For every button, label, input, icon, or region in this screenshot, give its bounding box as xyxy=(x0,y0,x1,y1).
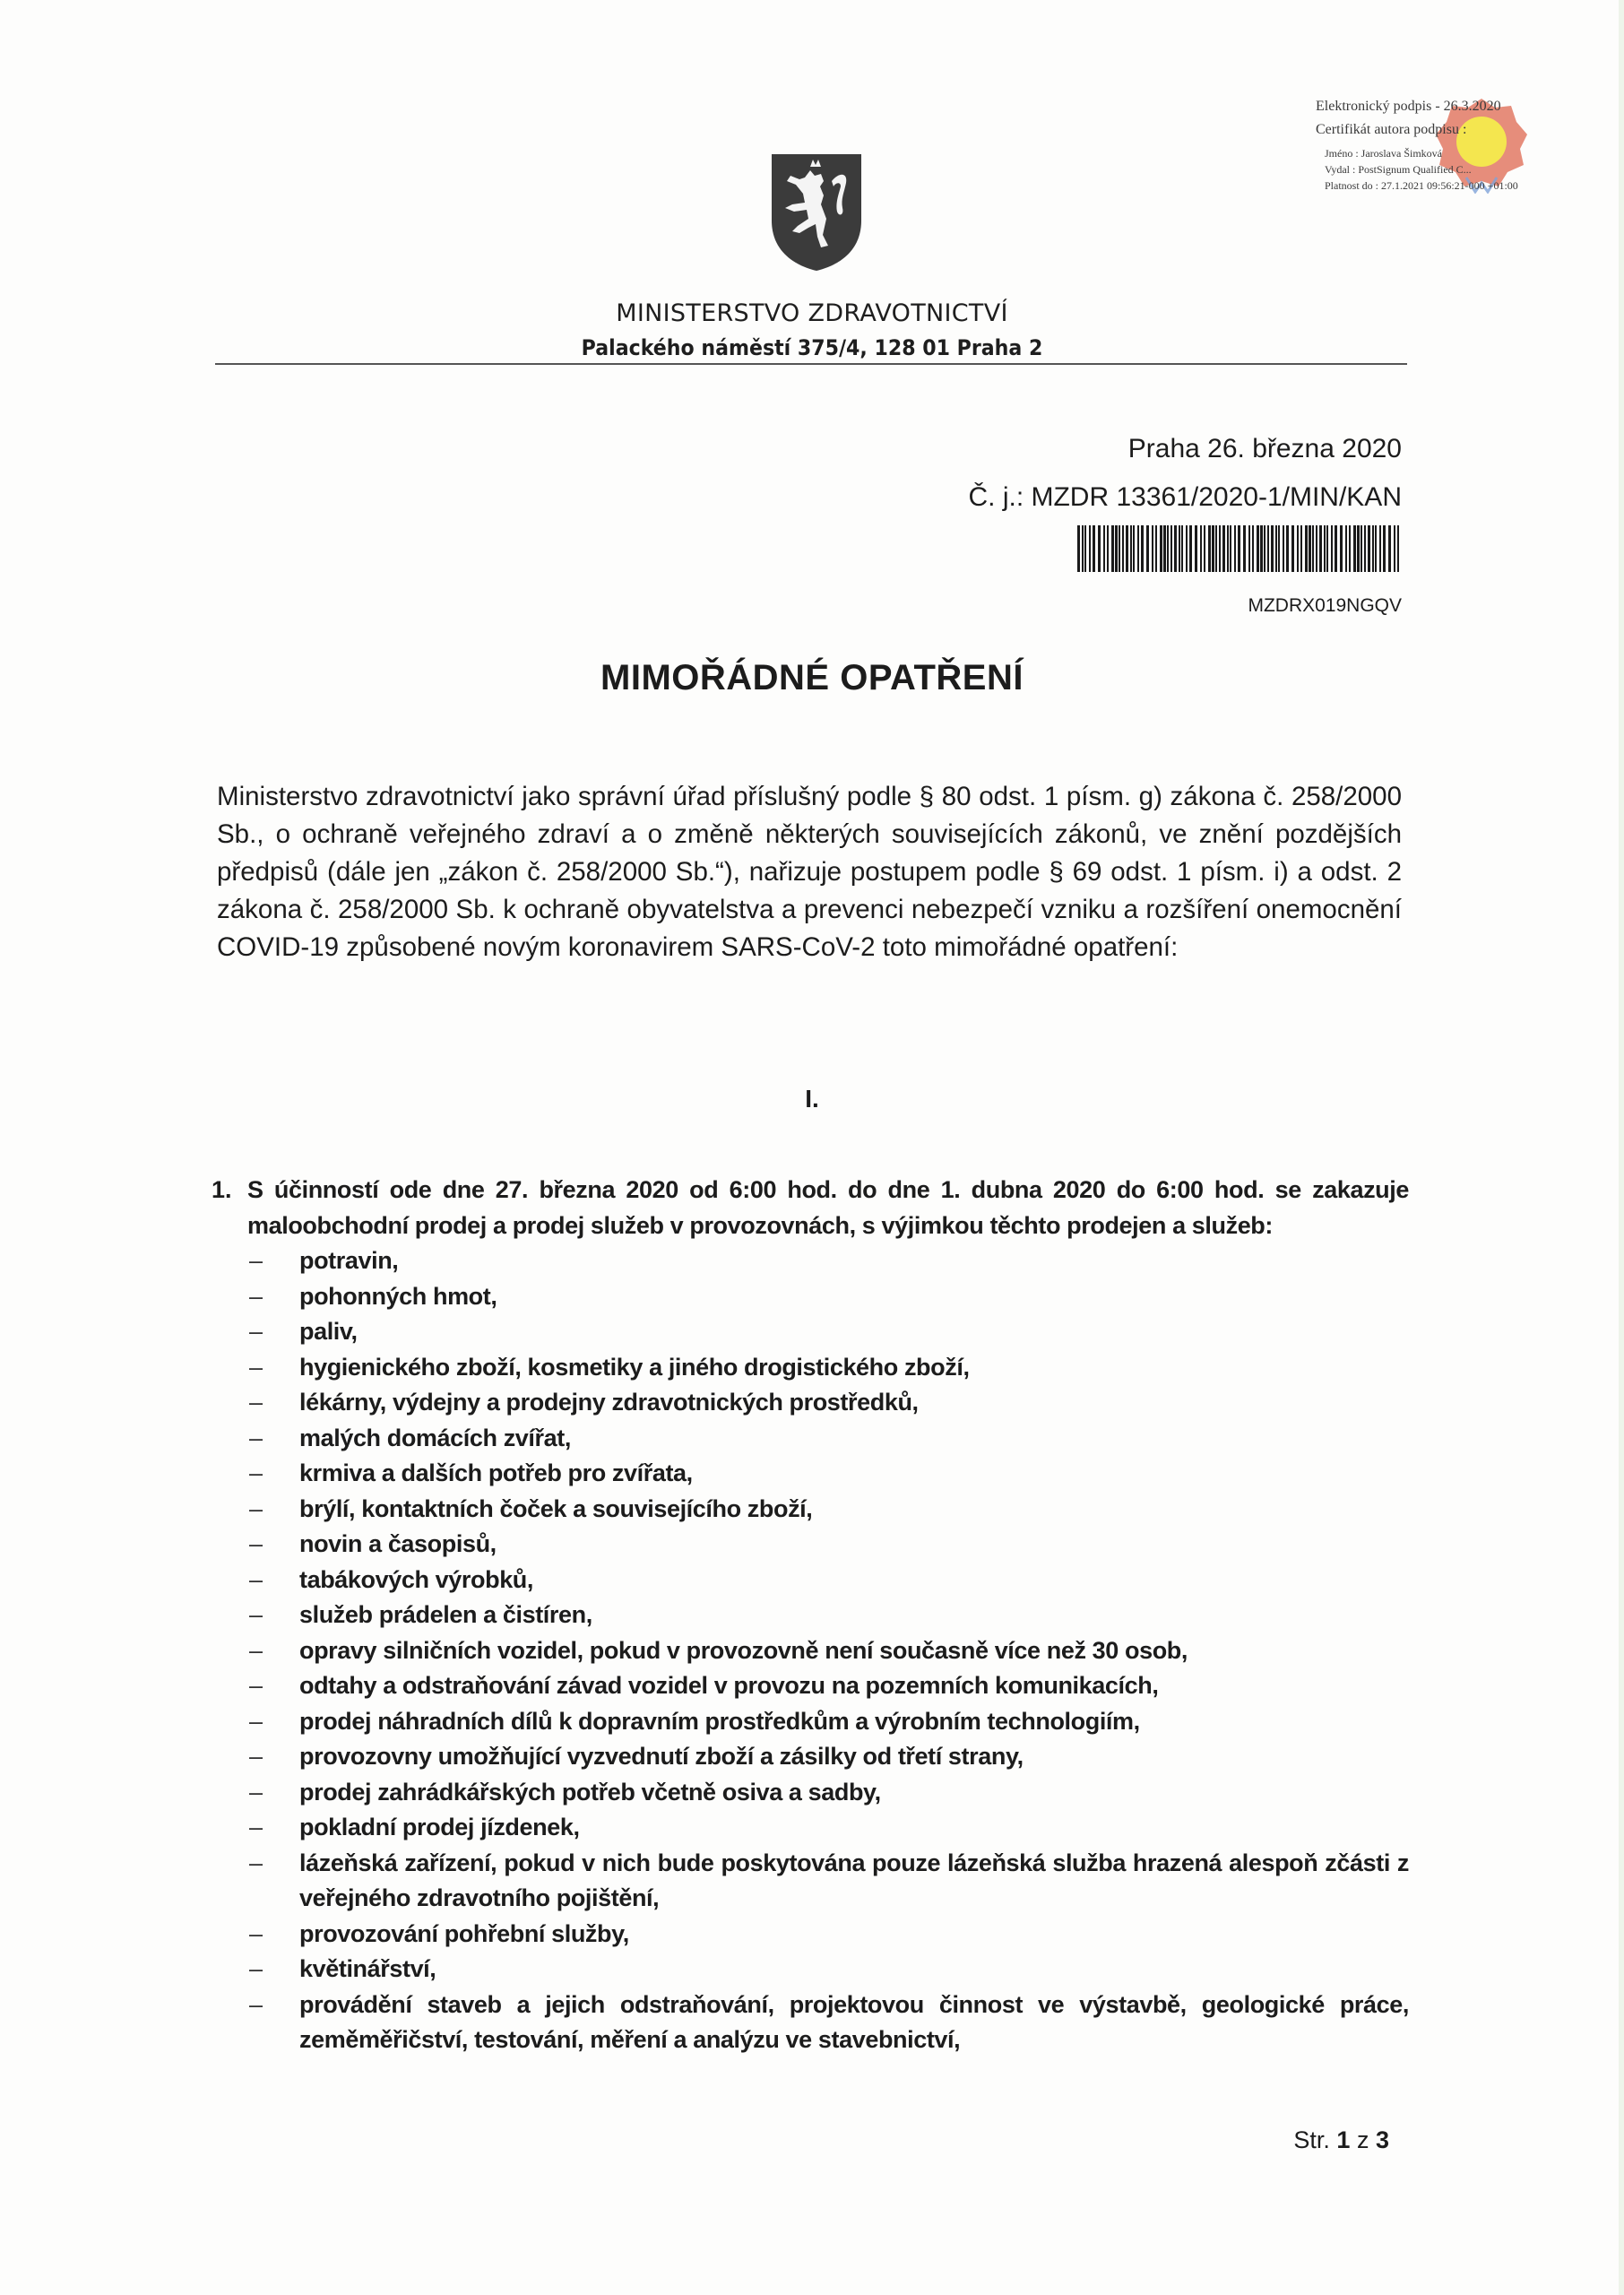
exception-text: tabákových výrobků, xyxy=(299,1565,534,1593)
dash-bullet: – xyxy=(249,1247,263,1274)
barcode-bar xyxy=(1122,525,1124,572)
signature-issuer: Vydal : PostSignum Qualified C... xyxy=(1325,163,1472,176)
exception-text: lékárny, výdejny a prodejny zdravotnických prostředků, xyxy=(299,1389,919,1416)
barcode-bar xyxy=(1309,525,1311,572)
exception-text: novin a časopisů, xyxy=(299,1530,497,1557)
exception-item xyxy=(247,1385,1409,1421)
section-number: I. xyxy=(805,1085,819,1113)
barcode-bar xyxy=(1340,525,1343,572)
exception-text: provozování pohřební služby, xyxy=(299,1919,629,1947)
exception-text: služeb prádelen a čistíren, xyxy=(299,1601,592,1628)
ministry-address: Palackého náměstí 375/4, 128 01 Praha 2 xyxy=(581,335,1043,360)
exception-text: pohonných hmot, xyxy=(299,1282,497,1310)
barcode-bar xyxy=(1093,525,1095,572)
barcode-bar xyxy=(1316,525,1317,572)
exception-text: brýlí, kontaktních čoček a souvisejícího zboží, xyxy=(299,1494,813,1522)
place-date: Praha 26. března 2020 xyxy=(1127,434,1402,463)
barcode-bar xyxy=(1089,525,1091,572)
page-edge xyxy=(1619,0,1624,2295)
exception-item xyxy=(247,1279,1409,1315)
exception-item xyxy=(247,1739,1409,1775)
exception-text: potravin, xyxy=(299,1247,399,1274)
barcode-bar xyxy=(1227,525,1229,572)
barcode-bar xyxy=(1260,525,1263,572)
barcode-bar xyxy=(1186,525,1188,572)
barcode-bar xyxy=(1107,525,1109,572)
barcode xyxy=(1075,525,1404,572)
measure-number: 1. xyxy=(212,1176,232,1203)
barcode-bar xyxy=(1248,525,1250,572)
exception-item xyxy=(247,1668,1409,1704)
barcode-bar xyxy=(1312,525,1314,572)
barcode-bar xyxy=(1208,525,1211,572)
exception-text: malých domácích zvířat, xyxy=(299,1424,571,1451)
exception-item xyxy=(247,1456,1409,1492)
header-divider xyxy=(215,363,1407,365)
page-prefix: Str. xyxy=(1293,2126,1330,2153)
barcode-id: MZDRX019NGQV xyxy=(1248,595,1402,616)
exception-text: odtahy a odstraňování závad vozidel v provozu na pozemních komunikacích, xyxy=(299,1672,1159,1699)
barcode-bar xyxy=(1375,525,1377,572)
electronic-signature-stamp xyxy=(1316,95,1611,212)
barcode-bar xyxy=(1349,525,1351,572)
barcode-bar xyxy=(1324,525,1326,572)
barcode-bar xyxy=(1283,525,1284,572)
exception-item xyxy=(247,1243,1409,1279)
barcode-bar xyxy=(1397,525,1399,572)
barcode-bar xyxy=(1252,525,1254,572)
exception-text: pokladní prodej jízdenek, xyxy=(299,1814,580,1840)
barcode-bar xyxy=(1357,525,1360,572)
barcode-bar xyxy=(1152,525,1153,572)
barcode-bar xyxy=(1195,525,1197,572)
exception-item xyxy=(247,1492,1409,1528)
barcode-bar xyxy=(1297,525,1299,572)
exception-item xyxy=(247,1314,1409,1350)
exception-item xyxy=(247,1350,1409,1386)
barcode-bar xyxy=(1119,525,1120,572)
barcode-bar xyxy=(1181,525,1183,572)
barcode-bar xyxy=(1222,525,1225,572)
barcode-bar xyxy=(1305,525,1308,572)
page-indicator xyxy=(1293,2126,1389,2154)
page-current: 1 xyxy=(1336,2126,1351,2153)
barcode-bar xyxy=(1084,525,1086,572)
page-total: 3 xyxy=(1375,2126,1389,2153)
barcode-bar xyxy=(1170,525,1172,572)
barcode-bar xyxy=(1331,525,1333,572)
barcode-bar xyxy=(1077,525,1080,572)
dash-bullet: – xyxy=(249,1672,263,1699)
exception-text: prodej zahrádkářských potřeb včetně osiva a sadby, xyxy=(299,1778,881,1806)
barcode-bar xyxy=(1353,525,1356,572)
dash-bullet: – xyxy=(249,1778,263,1806)
document-title: MIMOŘÁDNÉ OPATŘENÍ xyxy=(600,658,1024,697)
dash-bullet: – xyxy=(249,1955,263,1982)
signature-name: Jméno : Jaroslava Šimková xyxy=(1325,147,1442,160)
exception-item xyxy=(247,1775,1409,1811)
dash-bullet: – xyxy=(249,1424,263,1451)
dash-bullet: – xyxy=(249,1636,263,1664)
barcode-bar xyxy=(1115,525,1118,572)
dash-bullet: – xyxy=(249,1353,263,1381)
barcode-bar xyxy=(1278,525,1280,572)
barcode-bar xyxy=(1319,525,1322,572)
barcode-bar xyxy=(1394,525,1395,572)
barcode-bar xyxy=(1167,525,1169,572)
measure-1 xyxy=(212,1173,1409,2058)
dash-bullet: – xyxy=(249,1990,263,2018)
exception-text: paliv, xyxy=(299,1318,358,1345)
signature-title: Elektronický podpis - 26.3.2020 xyxy=(1316,99,1501,114)
barcode-bar xyxy=(1368,525,1370,572)
dash-bullet: – xyxy=(249,1814,263,1840)
barcode-bar xyxy=(1300,525,1302,572)
dash-bullet: – xyxy=(249,1849,263,1876)
barcode-bar xyxy=(1335,525,1337,572)
dash-bullet: – xyxy=(249,1318,263,1345)
exception-text: opravy silničních vozidel, pokud v provozovně není současně více než 30 osob, xyxy=(299,1636,1188,1664)
barcode-bar xyxy=(1174,525,1177,572)
page-of: z xyxy=(1356,2126,1369,2153)
barcode-bar xyxy=(1388,525,1391,572)
barcode-bar xyxy=(1286,525,1289,572)
dash-bullet: – xyxy=(249,1919,263,1947)
dash-bullet: – xyxy=(249,1459,263,1486)
barcode-bar xyxy=(1271,525,1274,572)
dash-bullet: – xyxy=(249,1389,263,1416)
exception-item xyxy=(247,1988,1409,2058)
exception-item xyxy=(247,1633,1409,1669)
barcode-bar xyxy=(1141,525,1144,572)
ministry-name: MINISTERSTVO ZDRAVOTNICTVÍ xyxy=(616,299,1008,327)
barcode-bar xyxy=(1372,525,1374,572)
signature-certificate-label: Certifikát autora podpisu : xyxy=(1316,122,1467,137)
dash-bullet: – xyxy=(249,1601,263,1628)
reference-number: Č. j.: MZDR 13361/2020-1/MIN/KAN xyxy=(968,482,1402,512)
exception-item xyxy=(247,1917,1409,1953)
barcode-bar xyxy=(1133,525,1135,572)
barcode-bar xyxy=(1200,525,1202,572)
barcode-bar xyxy=(1219,525,1221,572)
barcode-bar xyxy=(1103,525,1105,572)
barcode-bar xyxy=(1098,525,1101,572)
barcode-bar xyxy=(1126,525,1128,572)
exception-text: provádění staveb a jejich odstraňování, projektovou činnost ve výstavbě, geologické práce, zeměměřičství, testování, měření a analýzu ve stavebnictví, xyxy=(299,1990,1409,2053)
barcode-bar xyxy=(1215,525,1217,572)
barcode-bar xyxy=(1234,525,1236,572)
exception-item xyxy=(247,1952,1409,1988)
barcode-bar xyxy=(1204,525,1205,572)
dash-bullet: – xyxy=(249,1282,263,1310)
exception-text: lázeňská zařízení, pokud v nich bude poskytována pouze lázeňská služba hrazená alespoň zčásti z veřejného zdravotního pojištění, xyxy=(299,1849,1409,1911)
dash-bullet: – xyxy=(249,1494,263,1522)
exception-item xyxy=(247,1563,1409,1598)
barcode-bar xyxy=(1163,525,1166,572)
dash-bullet: – xyxy=(249,1707,263,1735)
barcode-bar xyxy=(1383,525,1386,572)
exception-item xyxy=(247,1810,1409,1846)
exception-text: provozovny umožňující vyzvednutí zboží a zásilky od třetí strany, xyxy=(299,1743,1024,1770)
exception-item xyxy=(247,1527,1409,1563)
barcode-bar xyxy=(1230,525,1231,572)
dash-bullet: – xyxy=(249,1743,263,1770)
barcode-bar xyxy=(1361,525,1362,572)
barcode-bar xyxy=(1189,525,1192,572)
barcode-bar xyxy=(1257,525,1259,572)
coat-of-arms-icon xyxy=(769,151,864,273)
exception-text: hygienického zboží, kosmetiky a jiného drogistického zboží, xyxy=(299,1353,970,1381)
barcode-bar xyxy=(1155,525,1157,572)
barcode-bar xyxy=(1111,525,1114,572)
exception-text: květinářství, xyxy=(299,1955,436,1982)
exception-text: krmiva a dalších potřeb pro zvířata, xyxy=(299,1459,693,1486)
dash-bullet: – xyxy=(249,1565,263,1593)
measure-lead-text: S účinností ode dne 27. března 2020 od 6:00 hod. do dne 1. dubna 2020 do 6:00 hod. se zakazuje maloobchodní prodej a prodej služeb v provozovnách, s výjimkou těchto prodejen a služeb: xyxy=(247,1176,1409,1239)
dash-bullet: – xyxy=(249,1530,263,1557)
barcode-bar xyxy=(1243,525,1246,572)
barcode-bar xyxy=(1146,525,1149,572)
signature-validity: Platnost do : 27.1.2021 09:56:21-000 +01:00 xyxy=(1325,179,1518,192)
barcode-bar xyxy=(1264,525,1266,572)
barcode-bar xyxy=(1364,525,1366,572)
barcode-bar xyxy=(1179,525,1180,572)
barcode-bar xyxy=(1291,525,1294,572)
barcode-bar xyxy=(1275,525,1277,572)
barcode-bar xyxy=(1379,525,1381,572)
barcode-bar xyxy=(1326,525,1328,572)
exception-item xyxy=(247,1846,1409,1917)
barcode-bar xyxy=(1137,525,1139,572)
exception-text: prodej náhradních dílů k dopravním prostředkům a výrobním technologiím, xyxy=(299,1707,1140,1735)
barcode-bar xyxy=(1160,525,1162,572)
intro-paragraph: Ministerstvo zdravotnictví jako správní úřad příslušný podle § 80 odst. 1 písm. g) zákona č. 258/2000 Sb., o ochraně veřejného zdraví a o změně některých souvisejících zákonů, ve znění pozdějších předpisů (dále jen „zákon č. 258/2000 Sb.“), nařizuje postupem podle § 69 odst. 1 písm. i) a odst. 2 zákona č. 258/2000 Sb. k ochraně obyvatelstva a prevenci nebezpečí vzniku a rozšíření onemocnění COVID-19 způsobené novým koronavirem SARS-CoV-2 toto mimořádné opatření: xyxy=(217,782,1402,962)
barcode-bar xyxy=(1345,525,1347,572)
barcode-bar xyxy=(1267,525,1269,572)
barcode-bar xyxy=(1130,525,1132,572)
exception-item xyxy=(247,1421,1409,1457)
barcode-bar xyxy=(1082,525,1084,572)
exception-item xyxy=(247,1598,1409,1633)
barcode-bar xyxy=(1238,525,1240,572)
barcode-bar xyxy=(1212,525,1214,572)
exception-item xyxy=(247,1704,1409,1740)
exceptions-list xyxy=(247,1243,1409,2058)
